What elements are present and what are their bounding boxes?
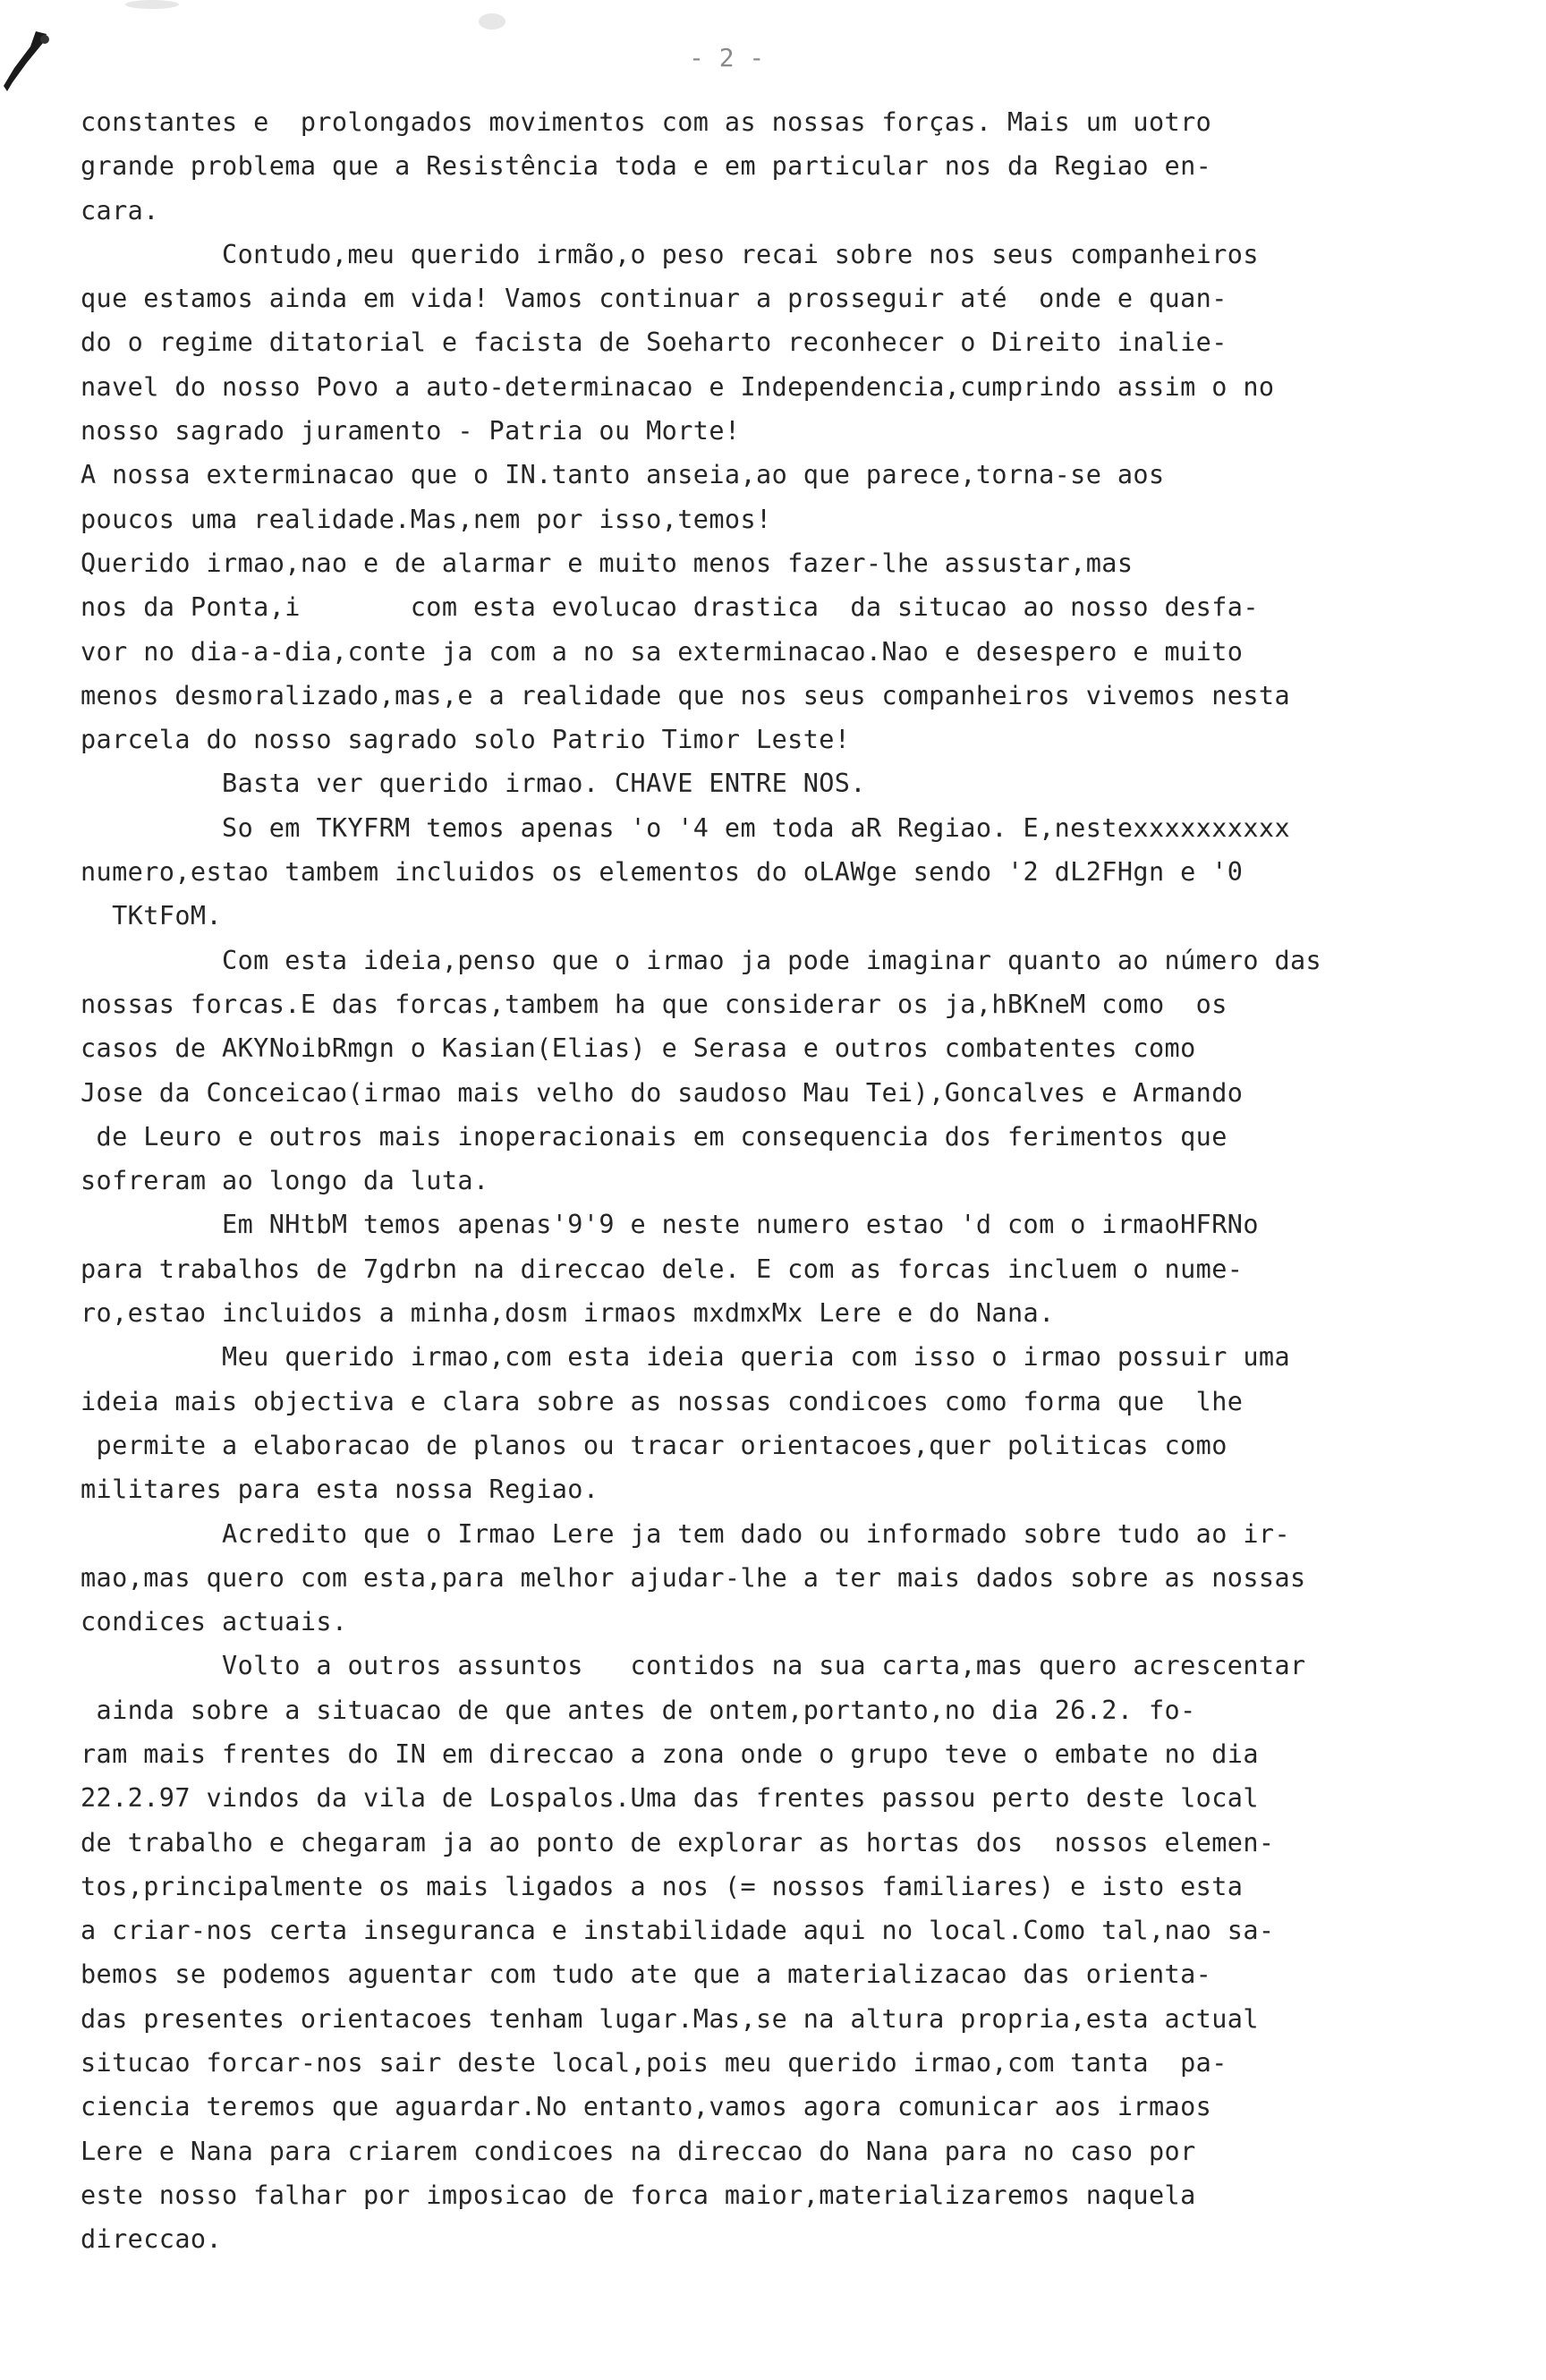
text-line: bemos se podemos aguentar com tudo ate que a materializacao das orienta- — [81, 1959, 1212, 1990]
text-line: permite a elaboracao de planos ou tracar orientacoes,quer politicas como — [81, 1430, 1227, 1460]
text-line: Lere e Nana para criarem condicoes na direccao do Nana para no caso por — [81, 2136, 1196, 2166]
text-line: ideia mais objectiva e clara sobre as nossas condicoes como forma que lhe — [81, 1386, 1244, 1416]
text-line: nosso sagrado juramento - Patria ou Morte! — [81, 416, 741, 446]
text-line: Volto a outros assuntos contidos na sua carta,mas quero acrescentar — [81, 1651, 1306, 1681]
text-line: do o regime ditatorial e facista de Soeharto reconhecer o Direito inalie- — [81, 327, 1227, 358]
text-line: Meu querido irmao,com esta ideia queria com isso o irmao possuir uma — [81, 1342, 1290, 1373]
text-line: 22.2.97 vindos da vila de Lospalos.Uma das frentes passou perto deste local — [81, 1783, 1259, 1814]
text-line: de Leuro e outros mais inoperacionais em consequencia dos ferimentos que — [81, 1121, 1227, 1152]
letter-body — [81, 100, 1476, 2262]
page-number: - 2 - — [689, 43, 765, 72]
paper-smudge — [125, 0, 179, 9]
text-line: grande problema que a Resistência toda e em particular nos da Regiao en- — [81, 151, 1212, 182]
text-line: militares para esta nossa Regiao. — [81, 1475, 599, 1505]
text-line: este nosso falhar por imposicao de forca maior,materializaremos naquela — [81, 2180, 1196, 2210]
text-line: nossas forcas.E das forcas,tambem ha que considerar os ja,hBKneM como os — [81, 989, 1227, 1019]
text-line: que estamos ainda em vida! Vamos continuar a prosseguir até onde e quan- — [81, 284, 1227, 314]
text-line: casos de AKYNoibRmgn o Kasian(Elias) e Serasa e outros combatentes como — [81, 1033, 1196, 1064]
text-line: ainda sobre a situacao de que antes de ontem,portanto,no dia 26.2. fo- — [81, 1695, 1196, 1725]
text-line: das presentes orientacoes tenham lugar.Mas,se na altura propria,esta actual — [81, 2003, 1259, 2034]
text-line: tos,principalmente os mais ligados a nos (= nossos familiares) e isto esta — [81, 1871, 1244, 1901]
text-line: mao,mas quero com esta,para melhor ajudar-lhe a ter mais dados sobre as nossas — [81, 1562, 1306, 1593]
text-line: numero,estao tambem incluidos os elementos do oLAWge sendo '2 dL2FHgn e '0 — [81, 857, 1244, 888]
text-line: nos da Ponta,i com esta evolucao drastica da situcao ao nosso desfa- — [81, 592, 1259, 623]
text-line: Em NHtbM temos apenas'9'9 e neste numero estao 'd com o irmaoHFRNo — [81, 1210, 1259, 1240]
text-line: Acredito que o Irmao Lere ja tem dado ou informado sobre tudo ao ir- — [81, 1518, 1290, 1549]
text-line: de trabalho e chegaram ja ao ponto de explorar as hortas dos nossos elemen- — [81, 1827, 1275, 1857]
text-line: parcela do nosso sagrado solo Patrio Timor Leste! — [81, 725, 851, 755]
text-line: direccao. — [81, 2224, 223, 2255]
text-line: a criar-nos certa inseguranca e instabilidade aqui no local.Como tal,nao sa- — [81, 1916, 1275, 1946]
text-line: ram mais frentes do IN em direccao a zona onde o grupo teve o embate no dia — [81, 1738, 1259, 1769]
text-line: poucos uma realidade.Mas,nem por isso,temos! — [81, 504, 772, 534]
text-line: navel do nosso Povo a auto-determinacao e Independencia,cumprindo assim o no — [81, 371, 1275, 402]
text-line: Com esta ideia,penso que o irmao ja pode imaginar quanto ao número das — [81, 945, 1322, 975]
text-line: vor no dia-a-dia,conte ja com a no sa exterminacao.Nao e desespero e muito — [81, 636, 1244, 667]
text-line: Basta ver querido irmao. CHAVE ENTRE NOS. — [81, 769, 866, 799]
text-line: Querido irmao,nao e de alarmar e muito menos fazer-lhe assustar,mas — [81, 548, 1134, 578]
text-line: para trabalhos de 7gdrbn na direccao dele. E com as forcas incluem o nume- — [81, 1254, 1244, 1284]
text-line: menos desmoralizado,mas,e a realidade que nos seus companheiros vivemos nesta — [81, 680, 1290, 710]
ink-blot-mark — [0, 27, 63, 98]
text-line: Contudo,meu querido irmão,o peso recai sobre nos seus companheiros — [81, 239, 1259, 269]
text-line: TKtFoM. — [81, 901, 223, 931]
text-line: ro,estao incluidos a minha,dosm irmaos mxdmxMx Lere e do Nana. — [81, 1298, 1055, 1329]
text-line: A nossa exterminacao que o IN.tanto anseia,ao que parece,torna-se aos — [81, 460, 1165, 490]
text-line: condices actuais. — [81, 1607, 348, 1637]
text-line: ciencia teremos que aguardar.No entanto,vamos agora comunicar aos irmaos — [81, 2092, 1212, 2122]
text-line: constantes e prolongados movimentos com as nossas forças. Mais um uotro — [81, 107, 1212, 137]
text-line: cara. — [81, 195, 159, 225]
paper-smudge — [479, 13, 505, 30]
text-line: So em TKYFRM temos apenas 'o '4 em toda aR Regiao. E,nestexxxxxxxxxx — [81, 812, 1290, 843]
text-line: sofreram ao longo da luta. — [81, 1166, 489, 1196]
text-line: situcao forcar-nos sair deste local,pois meu querido irmao,com tanta pa- — [81, 2048, 1227, 2078]
text-line: Jose da Conceicao(irmao mais velho do saudoso Mau Tei),Goncalves e Armando — [81, 1077, 1244, 1108]
